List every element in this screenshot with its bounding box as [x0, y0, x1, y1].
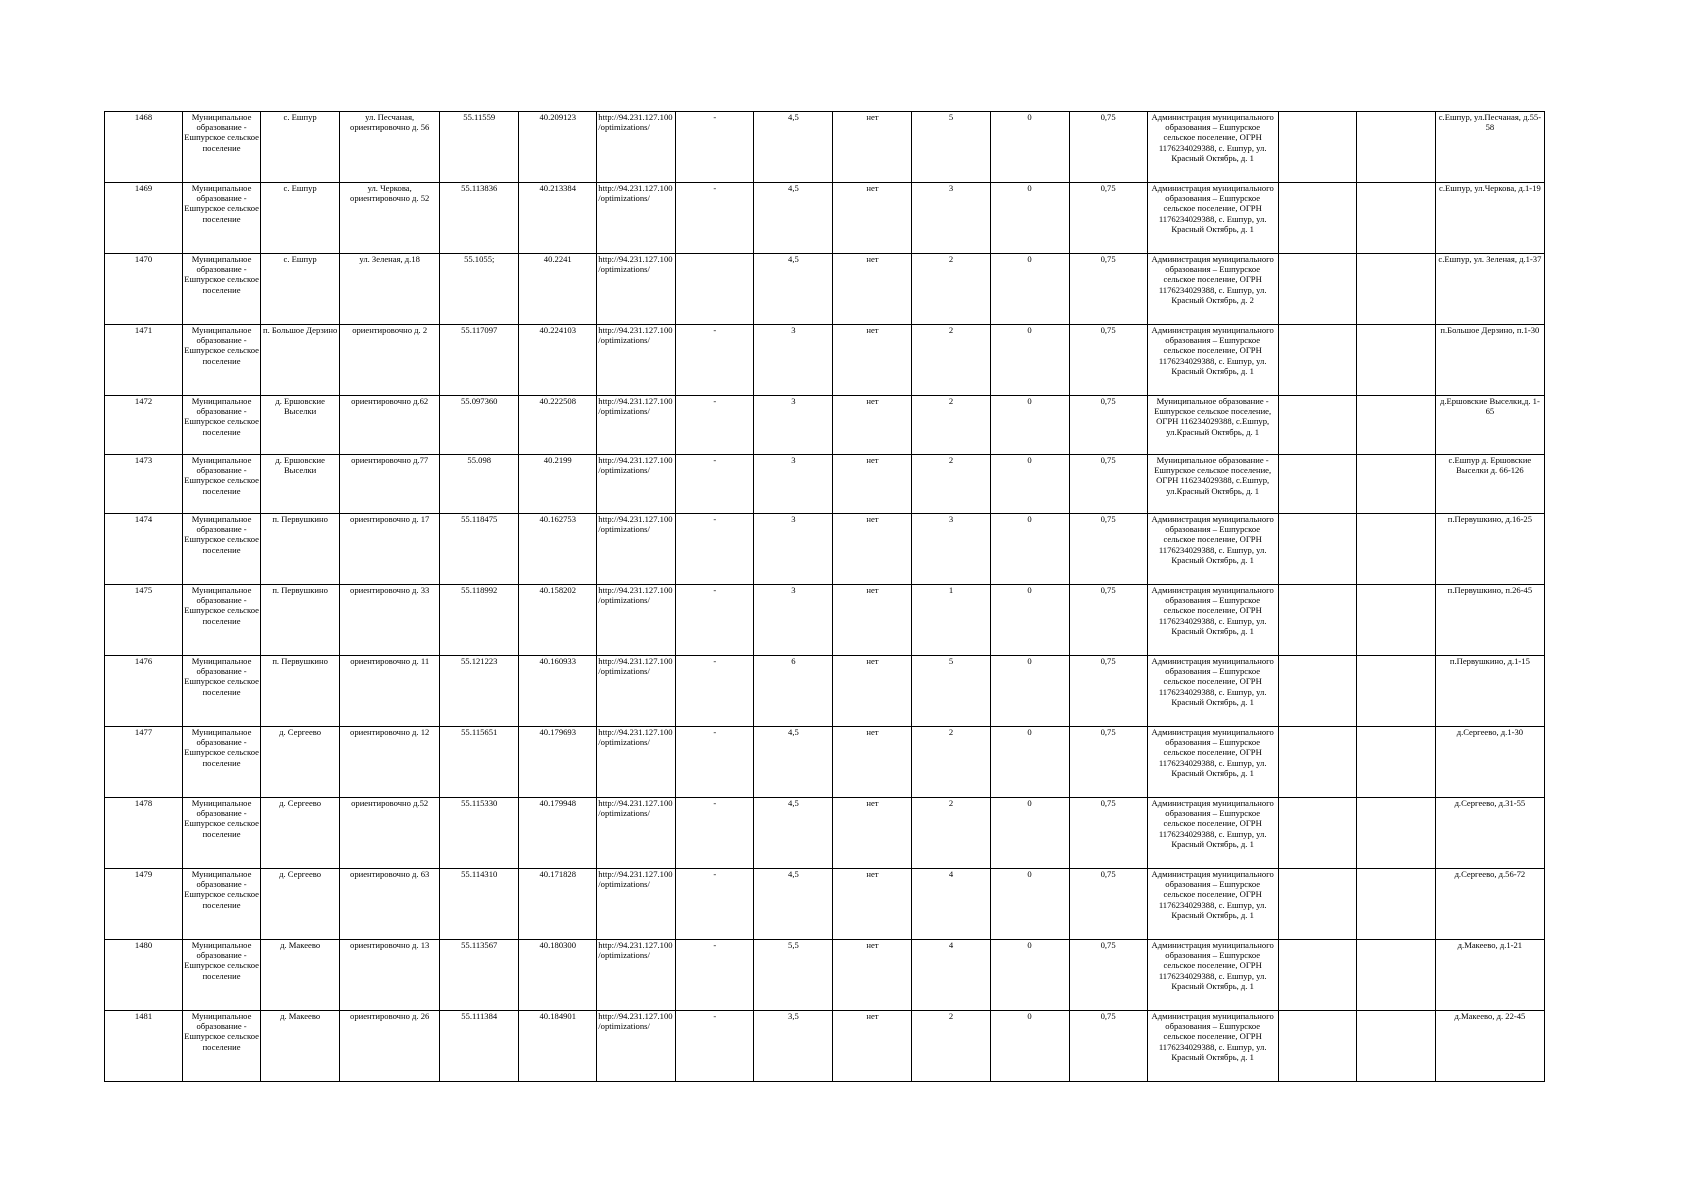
longitude-cell: 40.162753	[519, 514, 597, 585]
latitude-cell: 55.113836	[440, 183, 519, 254]
column-15-cell	[1278, 1011, 1356, 1082]
map-link-cell[interactable]: http://94.231.127.100/optimizations/	[597, 940, 676, 1011]
address-cell: ориентировочно д. 17	[340, 514, 440, 585]
cover-cell: нет	[833, 1011, 912, 1082]
waste-sources-cell: д.Сергеево, д.31-55	[1435, 798, 1544, 869]
row-number-cell: 1478	[105, 798, 183, 869]
area-cell: 3	[754, 585, 833, 656]
column-8-cell: -	[676, 585, 754, 656]
municipality-cell: Муниципальное образование - Ешпурское сельское поселение	[183, 396, 261, 455]
settlement-cell: с. Ешпур	[261, 112, 340, 183]
column-15-cell	[1278, 183, 1356, 254]
column-12-cell: 0	[990, 869, 1069, 940]
owner-cell: Администрация муниципального образования – Ешпурское сельское поселение, ОГРН 1176234029388, с. Ешпур, ул. Красный Октябрь, д. 1	[1147, 798, 1278, 869]
column-15-cell	[1278, 940, 1356, 1011]
settlement-cell: д. Сергеево	[261, 727, 340, 798]
map-link-cell[interactable]: http://94.231.127.100/optimizations/	[597, 396, 676, 455]
waste-sources-cell: д.Макеево, д.1-21	[1435, 940, 1544, 1011]
longitude-cell: 40.184901	[519, 1011, 597, 1082]
longitude-cell: 40.213384	[519, 183, 597, 254]
column-15-cell	[1278, 254, 1356, 325]
map-link-cell[interactable]: http://94.231.127.100/optimizations/	[597, 869, 676, 940]
column-8-cell: -	[676, 798, 754, 869]
longitude-cell: 40.222508	[519, 396, 597, 455]
municipality-cell: Муниципальное образование - Ешпурское сельское поселение	[183, 455, 261, 514]
column-16-cell	[1356, 869, 1435, 940]
latitude-cell: 55.118475	[440, 514, 519, 585]
column-16-cell	[1356, 325, 1435, 396]
column-8-cell: -	[676, 869, 754, 940]
table-row	[105, 940, 1545, 1011]
longitude-cell: 40.180300	[519, 940, 597, 1011]
map-link-cell[interactable]: http://94.231.127.100/optimizations/	[597, 254, 676, 325]
cover-cell: нет	[833, 325, 912, 396]
column-15-cell	[1278, 585, 1356, 656]
column-8-cell: -	[676, 727, 754, 798]
cover-cell: нет	[833, 727, 912, 798]
cover-cell: нет	[833, 396, 912, 455]
row-number-cell: 1481	[105, 1011, 183, 1082]
longitude-cell: 40.2241	[519, 254, 597, 325]
latitude-cell: 55.113567	[440, 940, 519, 1011]
table-row	[105, 798, 1545, 869]
longitude-cell: 40.179948	[519, 798, 597, 869]
municipality-cell: Муниципальное образование - Ешпурское сельское поселение	[183, 869, 261, 940]
address-cell: ориентировочно д. 12	[340, 727, 440, 798]
containers-count-cell: 5	[912, 112, 990, 183]
column-16-cell	[1356, 112, 1435, 183]
map-link-cell[interactable]: http://94.231.127.100/optimizations/	[597, 1011, 676, 1082]
map-link-cell[interactable]: http://94.231.127.100/optimizations/	[597, 798, 676, 869]
municipality-cell: Муниципальное образование - Ешпурское сельское поселение	[183, 940, 261, 1011]
volume-cell: 0,75	[1069, 325, 1147, 396]
column-16-cell	[1356, 254, 1435, 325]
table-row	[105, 183, 1545, 254]
municipality-cell: Муниципальное образование - Ешпурское сельское поселение	[183, 325, 261, 396]
settlement-cell: д. Ершовские Выселки	[261, 396, 340, 455]
column-8-cell: -	[676, 514, 754, 585]
column-12-cell: 0	[990, 254, 1069, 325]
volume-cell: 0,75	[1069, 183, 1147, 254]
waste-sources-cell: п.Первушкино, п.26-45	[1435, 585, 1544, 656]
latitude-cell: 55.115651	[440, 727, 519, 798]
longitude-cell: 40.224103	[519, 325, 597, 396]
cover-cell: нет	[833, 585, 912, 656]
containers-count-cell: 2	[912, 455, 990, 514]
column-16-cell	[1356, 514, 1435, 585]
column-8-cell: -	[676, 455, 754, 514]
settlement-cell: п. Первушкино	[261, 514, 340, 585]
volume-cell: 0,75	[1069, 869, 1147, 940]
address-cell: ориентировочно д.52	[340, 798, 440, 869]
table-row	[105, 869, 1545, 940]
latitude-cell: 55.1055;	[440, 254, 519, 325]
area-cell: 4,5	[754, 727, 833, 798]
column-12-cell: 0	[990, 455, 1069, 514]
volume-cell: 0,75	[1069, 514, 1147, 585]
waste-sources-cell: п.Первушкино, д.16-25	[1435, 514, 1544, 585]
volume-cell: 0,75	[1069, 1011, 1147, 1082]
area-cell: 4,5	[754, 869, 833, 940]
row-number-cell: 1473	[105, 455, 183, 514]
area-cell: 6	[754, 656, 833, 727]
column-15-cell	[1278, 396, 1356, 455]
address-cell: ул. Песчаная, ориентировочно д. 56	[340, 112, 440, 183]
settlement-cell: п. Большое Дерзино	[261, 325, 340, 396]
owner-cell: Администрация муниципального образования – Ешпурское сельское поселение, ОГРН 1176234029388, с. Ешпур, ул. Красный Октябрь, д. 2	[1147, 254, 1278, 325]
row-number-cell: 1474	[105, 514, 183, 585]
containers-count-cell: 5	[912, 656, 990, 727]
area-cell: 5,5	[754, 940, 833, 1011]
address-cell: ориентировочно д. 26	[340, 1011, 440, 1082]
containers-count-cell: 2	[912, 1011, 990, 1082]
municipality-cell: Муниципальное образование - Ешпурское сельское поселение	[183, 727, 261, 798]
cover-cell: нет	[833, 112, 912, 183]
column-12-cell: 0	[990, 656, 1069, 727]
waste-sources-cell: п.Большое Дерзино, п.1-30	[1435, 325, 1544, 396]
registry-table	[104, 111, 1545, 1082]
column-12-cell: 0	[990, 514, 1069, 585]
map-link-cell[interactable]: http://94.231.127.100/optimizations/	[597, 325, 676, 396]
longitude-cell: 40.158202	[519, 585, 597, 656]
area-cell: 4,5	[754, 798, 833, 869]
municipality-cell: Муниципальное образование - Ешпурское сельское поселение	[183, 514, 261, 585]
latitude-cell: 55.11559	[440, 112, 519, 183]
settlement-cell: д. Сергеево	[261, 869, 340, 940]
latitude-cell: 55.114310	[440, 869, 519, 940]
volume-cell: 0,75	[1069, 254, 1147, 325]
column-12-cell: 0	[990, 396, 1069, 455]
column-15-cell	[1278, 869, 1356, 940]
column-16-cell	[1356, 455, 1435, 514]
municipality-cell: Муниципальное образование - Ешпурское сельское поселение	[183, 254, 261, 325]
longitude-cell: 40.2199	[519, 455, 597, 514]
address-cell: ул. Зеленая, д.18	[340, 254, 440, 325]
owner-cell: Администрация муниципального образования – Ешпурское сельское поселение, ОГРН 1176234029388, с. Ешпур, ул. Красный Октябрь, д. 1	[1147, 656, 1278, 727]
waste-sources-cell: д.Сергеево, д.1-30	[1435, 727, 1544, 798]
column-15-cell	[1278, 656, 1356, 727]
volume-cell: 0,75	[1069, 585, 1147, 656]
waste-sources-cell: д.Ершовские Выселки,д. 1-65	[1435, 396, 1544, 455]
column-12-cell: 0	[990, 1011, 1069, 1082]
area-cell: 3	[754, 455, 833, 514]
owner-cell: Администрация муниципального образования – Ешпурское сельское поселение, ОГРН 1176234029388, с. Ешпур, ул. Красный Октябрь, д. 1	[1147, 514, 1278, 585]
settlement-cell: с. Ешпур	[261, 254, 340, 325]
containers-count-cell: 1	[912, 585, 990, 656]
settlement-cell: д. Макеево	[261, 1011, 340, 1082]
map-link-cell[interactable]: http://94.231.127.100/optimizations/	[597, 585, 676, 656]
table-row	[105, 325, 1545, 396]
municipality-cell: Муниципальное образование - Ешпурское сельское поселение	[183, 798, 261, 869]
column-16-cell	[1356, 1011, 1435, 1082]
waste-sources-cell: с.Ешпур, ул.Черкова, д.1-19	[1435, 183, 1544, 254]
table-row	[105, 514, 1545, 585]
owner-cell: Администрация муниципального образования – Ешпурское сельское поселение, ОГРН 1176234029388, с. Ешпур, ул. Красный Октябрь, д. 1	[1147, 325, 1278, 396]
column-12-cell: 0	[990, 585, 1069, 656]
row-number-cell: 1472	[105, 396, 183, 455]
longitude-cell: 40.209123	[519, 112, 597, 183]
area-cell: 3	[754, 514, 833, 585]
table-row	[105, 727, 1545, 798]
column-16-cell	[1356, 585, 1435, 656]
column-12-cell: 0	[990, 940, 1069, 1011]
area-cell: 3,5	[754, 1011, 833, 1082]
longitude-cell: 40.179693	[519, 727, 597, 798]
settlement-cell: д. Макеево	[261, 940, 340, 1011]
column-15-cell	[1278, 514, 1356, 585]
column-8-cell	[676, 254, 754, 325]
latitude-cell: 55.117097	[440, 325, 519, 396]
column-12-cell: 0	[990, 798, 1069, 869]
longitude-cell: 40.171828	[519, 869, 597, 940]
column-15-cell	[1278, 798, 1356, 869]
containers-count-cell: 2	[912, 798, 990, 869]
latitude-cell: 55.118992	[440, 585, 519, 656]
municipality-cell: Муниципальное образование - Ешпурское сельское поселение	[183, 112, 261, 183]
cover-cell: нет	[833, 455, 912, 514]
area-cell: 4,5	[754, 183, 833, 254]
settlement-cell: д. Ершовские Выселки	[261, 455, 340, 514]
cover-cell: нет	[833, 254, 912, 325]
table-row	[105, 455, 1545, 514]
owner-cell: Муниципальное образование - Ешпурское сельское поселение, ОГРН 116234029388, с.Ешпур, ул.Красный Октябрь, д. 1	[1147, 396, 1278, 455]
latitude-cell: 55.098	[440, 455, 519, 514]
column-12-cell: 0	[990, 183, 1069, 254]
volume-cell: 0,75	[1069, 455, 1147, 514]
table-row	[105, 585, 1545, 656]
table-row	[105, 656, 1545, 727]
map-link-cell[interactable]: http://94.231.127.100/optimizations/	[597, 656, 676, 727]
area-cell: 3	[754, 325, 833, 396]
column-8-cell: -	[676, 940, 754, 1011]
row-number-cell: 1468	[105, 112, 183, 183]
column-8-cell: -	[676, 325, 754, 396]
column-15-cell	[1278, 455, 1356, 514]
cover-cell: нет	[833, 183, 912, 254]
cover-cell: нет	[833, 869, 912, 940]
address-cell: ориентировочно д. 13	[340, 940, 440, 1011]
waste-sources-cell: с.Ешпур д. Ершовские Выселки д. 66-126	[1435, 455, 1544, 514]
column-15-cell	[1278, 727, 1356, 798]
latitude-cell: 55.115330	[440, 798, 519, 869]
volume-cell: 0,75	[1069, 940, 1147, 1011]
area-cell: 4,5	[754, 254, 833, 325]
containers-count-cell: 2	[912, 396, 990, 455]
volume-cell: 0,75	[1069, 798, 1147, 869]
area-cell: 3	[754, 396, 833, 455]
map-link-cell[interactable]: http://94.231.127.100/optimizations/	[597, 514, 676, 585]
volume-cell: 0,75	[1069, 727, 1147, 798]
owner-cell: Муниципальное образование - Ешпурское сельское поселение, ОГРН 116234029388, с.Ешпур, ул.Красный Октябрь, д. 1	[1147, 455, 1278, 514]
column-8-cell: -	[676, 183, 754, 254]
row-number-cell: 1477	[105, 727, 183, 798]
document-page	[104, 111, 1545, 1082]
column-16-cell	[1356, 798, 1435, 869]
column-8-cell: -	[676, 396, 754, 455]
row-number-cell: 1469	[105, 183, 183, 254]
latitude-cell: 55.121223	[440, 656, 519, 727]
address-cell: ул. Черкова, ориентировочно д. 52	[340, 183, 440, 254]
address-cell: ориентировочно д. 2	[340, 325, 440, 396]
column-8-cell: -	[676, 1011, 754, 1082]
row-number-cell: 1471	[105, 325, 183, 396]
map-link-cell[interactable]: http://94.231.127.100/optimizations/	[597, 112, 676, 183]
owner-cell: Администрация муниципального образования – Ешпурское сельское поселение, ОГРН 1176234029388, с. Ешпур, ул. Красный Октябрь, д. 1	[1147, 585, 1278, 656]
column-15-cell	[1278, 325, 1356, 396]
owner-cell: Администрация муниципального образования – Ешпурское сельское поселение, ОГРН 1176234029388, с. Ешпур, ул. Красный Октябрь, д. 1	[1147, 183, 1278, 254]
municipality-cell: Муниципальное образование - Ешпурское сельское поселение	[183, 585, 261, 656]
column-16-cell	[1356, 656, 1435, 727]
containers-count-cell: 3	[912, 514, 990, 585]
municipality-cell: Муниципальное образование - Ешпурское сельское поселение	[183, 1011, 261, 1082]
table-row	[105, 254, 1545, 325]
table-row	[105, 1011, 1545, 1082]
area-cell: 4,5	[754, 112, 833, 183]
cover-cell: нет	[833, 940, 912, 1011]
row-number-cell: 1475	[105, 585, 183, 656]
waste-sources-cell: с.Ешпур, ул.Песчаная, д.55-58	[1435, 112, 1544, 183]
column-16-cell	[1356, 183, 1435, 254]
row-number-cell: 1480	[105, 940, 183, 1011]
settlement-cell: с. Ешпур	[261, 183, 340, 254]
waste-sources-cell: с.Ешпур, ул. Зеленая, д.1-37	[1435, 254, 1544, 325]
owner-cell: Администрация муниципального образования – Ешпурское сельское поселение, ОГРН 1176234029388, с. Ешпур, ул. Красный Октябрь, д. 1	[1147, 112, 1278, 183]
row-number-cell: 1479	[105, 869, 183, 940]
column-12-cell: 0	[990, 112, 1069, 183]
municipality-cell: Муниципальное образование - Ешпурское сельское поселение	[183, 183, 261, 254]
table-row	[105, 396, 1545, 455]
containers-count-cell: 3	[912, 183, 990, 254]
address-cell: ориентировочно д.62	[340, 396, 440, 455]
column-8-cell: -	[676, 112, 754, 183]
waste-sources-cell: п.Первушкино, д.1-15	[1435, 656, 1544, 727]
longitude-cell: 40.160933	[519, 656, 597, 727]
column-8-cell: -	[676, 656, 754, 727]
containers-count-cell: 2	[912, 727, 990, 798]
column-15-cell	[1278, 112, 1356, 183]
containers-count-cell: 4	[912, 940, 990, 1011]
address-cell: ориентировочно д.77	[340, 455, 440, 514]
address-cell: ориентировочно д. 11	[340, 656, 440, 727]
waste-sources-cell: д.Макеево, д. 22-45	[1435, 1011, 1544, 1082]
map-link-cell[interactable]: http://94.231.127.100/optimizations/	[597, 183, 676, 254]
column-12-cell: 0	[990, 325, 1069, 396]
map-link-cell[interactable]: http://94.231.127.100/optimizations/	[597, 455, 676, 514]
waste-sources-cell: д.Сергеево, д.56-72	[1435, 869, 1544, 940]
containers-count-cell: 2	[912, 325, 990, 396]
latitude-cell: 55.111384	[440, 1011, 519, 1082]
column-16-cell	[1356, 727, 1435, 798]
owner-cell: Администрация муниципального образования – Ешпурское сельское поселение, ОГРН 1176234029388, с. Ешпур, ул. Красный Октябрь, д. 1	[1147, 727, 1278, 798]
cover-cell: нет	[833, 514, 912, 585]
owner-cell: Администрация муниципального образования – Ешпурское сельское поселение, ОГРН 1176234029388, с. Ешпур, ул. Красный Октябрь, д. 1	[1147, 869, 1278, 940]
row-number-cell: 1476	[105, 656, 183, 727]
table-row	[105, 112, 1545, 183]
address-cell: ориентировочно д. 33	[340, 585, 440, 656]
column-16-cell	[1356, 396, 1435, 455]
column-12-cell: 0	[990, 727, 1069, 798]
table-body	[105, 112, 1545, 1082]
latitude-cell: 55.097360	[440, 396, 519, 455]
containers-count-cell: 4	[912, 869, 990, 940]
column-16-cell	[1356, 940, 1435, 1011]
municipality-cell: Муниципальное образование - Ешпурское сельское поселение	[183, 656, 261, 727]
volume-cell: 0,75	[1069, 112, 1147, 183]
volume-cell: 0,75	[1069, 656, 1147, 727]
row-number-cell: 1470	[105, 254, 183, 325]
settlement-cell: п. Первушкино	[261, 585, 340, 656]
containers-count-cell: 2	[912, 254, 990, 325]
cover-cell: нет	[833, 798, 912, 869]
address-cell: ориентировочно д. 63	[340, 869, 440, 940]
owner-cell: Администрация муниципального образования – Ешпурское сельское поселение, ОГРН 1176234029388, с. Ешпур, ул. Красный Октябрь, д. 1	[1147, 1011, 1278, 1082]
settlement-cell: п. Первушкино	[261, 656, 340, 727]
cover-cell: нет	[833, 656, 912, 727]
owner-cell: Администрация муниципального образования – Ешпурское сельское поселение, ОГРН 1176234029388, с. Ешпур, ул. Красный Октябрь, д. 1	[1147, 940, 1278, 1011]
map-link-cell[interactable]: http://94.231.127.100/optimizations/	[597, 727, 676, 798]
volume-cell: 0,75	[1069, 396, 1147, 455]
settlement-cell: д. Сергеево	[261, 798, 340, 869]
